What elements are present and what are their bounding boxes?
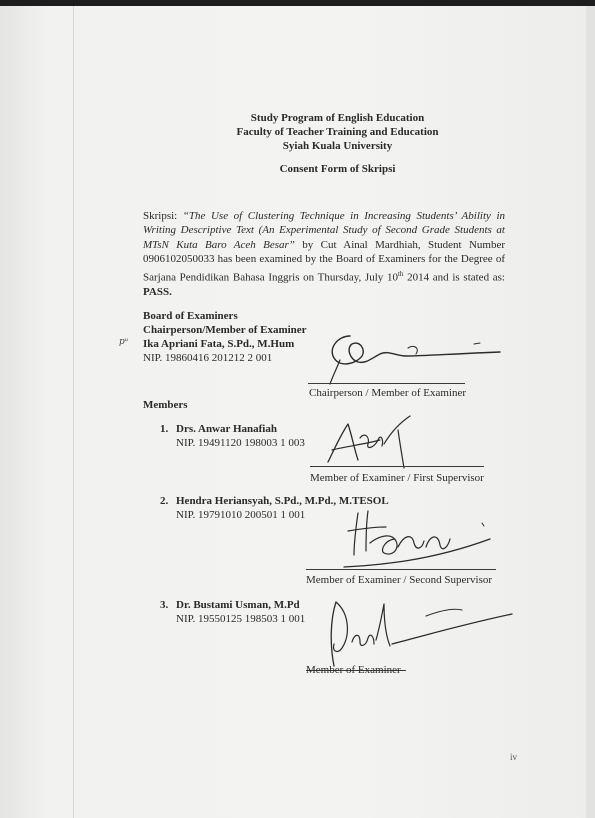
board-heading: Board of Examiners <box>143 310 238 322</box>
handwritten-initials: pᵘ <box>119 337 129 347</box>
member-signature-line <box>306 569 496 570</box>
member-signature-line <box>310 466 484 467</box>
members-heading: Members <box>143 399 188 411</box>
member-nip: NIP. 19491120 198003 1 003 <box>176 437 305 449</box>
skripsi-title: “The Use of Clustering Technique in Increasing Students’ Ability in Writing Descriptive Text (An Experimental Study of Second Grade Students at MTsN Kuta Baro Aceh Besar” <box>143 210 505 251</box>
member-caption: Member of Examiner / Second Supervisor <box>306 574 493 586</box>
form-title: Consent Form of Skripsi <box>279 163 396 175</box>
member-number: 3. <box>160 599 169 611</box>
chairperson-caption: Chairperson / Member of Examiner <box>309 387 467 399</box>
chairperson-name: Ika Apriani Fata, S.Pd., M.Hum <box>143 338 295 350</box>
member-caption: Member of Examiner <box>306 664 401 676</box>
statement-prefix: Skripsi: <box>143 210 183 222</box>
second-supervisor-signature <box>340 507 500 577</box>
university-name: Syiah Kuala University <box>282 140 393 152</box>
board-role: Chairperson/Member of Examiner <box>143 324 307 336</box>
statement-body: by Cut Ainal Mardhiah, Student Number 0906102050033 has been examined by the Board of Examiners for the Degree of Sarjana Pendidikan Bahasa Inggris on Thursday, July 10 <box>143 238 505 284</box>
member-name: Dr. Bustami Usman, M.Pd <box>176 599 300 611</box>
exam-result: PASS. <box>143 285 172 298</box>
first-supervisor-signature <box>318 410 428 472</box>
member-number: 2. <box>160 495 169 507</box>
member-number: 1. <box>160 423 169 435</box>
member-name: Drs. Anwar Hanafiah <box>176 423 277 435</box>
chairperson-signature <box>310 326 510 388</box>
member-nip: NIP. 19791010 200501 1 001 <box>176 509 306 521</box>
program-name: Study Program of English Education <box>250 112 425 124</box>
page-number: iv <box>510 752 518 762</box>
member-name: Hendra Heriansyah, S.Pd., M.Pd., M.TESOL <box>176 495 389 507</box>
member-nip: NIP. 19550125 198503 1 001 <box>176 613 306 625</box>
chairperson-nip: NIP. 19860416 201212 2 001 <box>143 352 273 364</box>
skripsi-statement <box>143 209 505 299</box>
chairperson-signature-line <box>308 383 465 384</box>
statement-tail: 2014 and is stated as: <box>403 271 505 284</box>
date-suffix: th <box>397 269 404 278</box>
faculty-name: Faculty of Teacher Training and Education <box>236 126 439 138</box>
member-caption: Member of Examiner / First Supervisor <box>310 472 484 484</box>
